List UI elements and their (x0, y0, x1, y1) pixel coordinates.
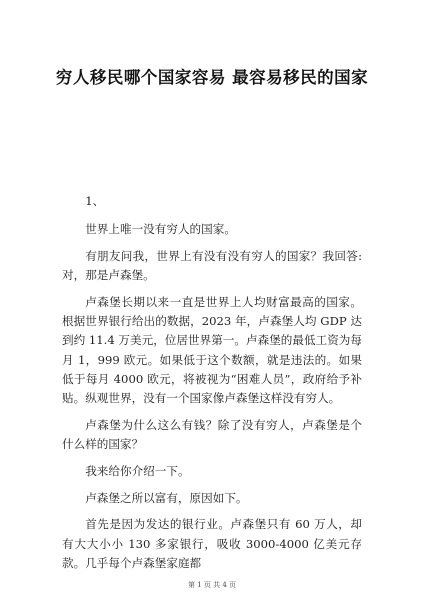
paragraph: 卢森堡长期以来一直是世界上人均财富最高的国家。根据世界银行给出的数据，2023 年，卢森堡人均 GDP 达到约 11.4 万美元，位居世界第一。卢森堡的最低工资为每月 1，999 欧元。如果低于这个数额，就是违法的。如果低于每月 4000 欧元，将被视为“困难人员”，政府给予补贴。纵观世界，没有一个国家像卢森堡这样没有穷人。 (62, 295, 362, 406)
document-body (62, 192, 362, 581)
document-title: 穷人移民哪个国家容易 最容易移民的国家 (55, 68, 369, 87)
paragraph: 世界上唯一没有穷人的国家。 (85, 222, 236, 237)
paragraph: 我来给你介绍一下。 (85, 463, 190, 478)
paragraph: 首先是因为发达的银行业。卢森堡只有 60 万人，却有大大小小 130 多家银行，吸收 3000-4000 亿美元存款。几乎每个卢森堡家庭都 (62, 517, 362, 570)
section-number: 1、 (85, 194, 105, 208)
paragraph: 卢森堡之所以富有，原因如下。 (85, 490, 248, 505)
paragraph: 有朋友问我，世界上有没有没有穷人的国家？我回答:对，那是卢森堡。 (62, 249, 362, 283)
paragraph: 卢森堡为什么这么有钱？除了没有穷人，卢森堡是个什么样的国家？ (62, 417, 362, 452)
page-footer: 第 1 页 共 4 页 (187, 581, 237, 589)
